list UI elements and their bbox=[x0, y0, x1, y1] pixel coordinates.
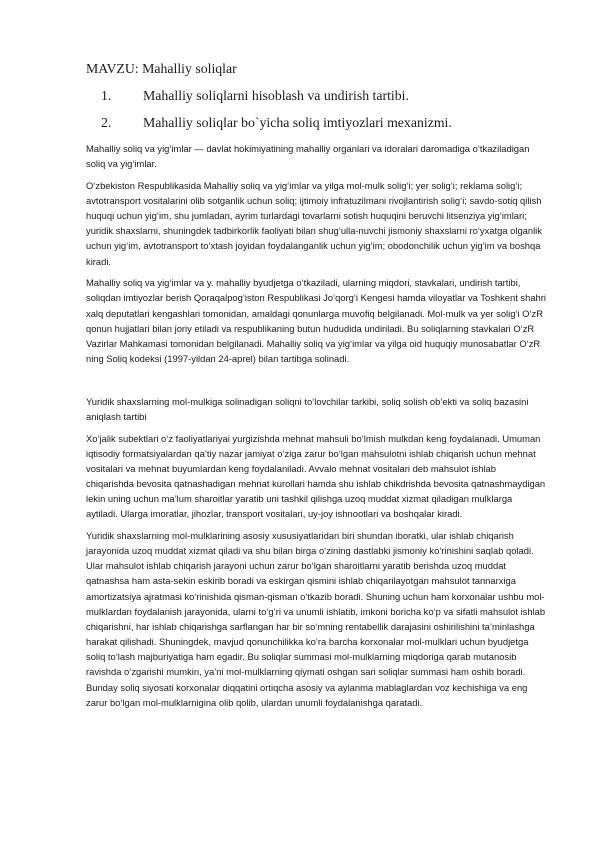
paragraph-definition: Mahalliy soliq va yig‘imlar — davlat hokimiyatining mahalliy organlari va idoralari daromadiga o‘tkaziladigan soliq va yig‘imlar. bbox=[86, 143, 530, 170]
paragraph-budget: Mahalliy soliq va yig‘imlar va y. mahalliy byudjetga o‘tkaziladi, ularning miqdori, stavkalari, undirish tartibi, soliqdan imtiyozlar berish Qoraqalpog‘iston Respublikasi Jo‘qorg‘i Kengesi hamda viloyatlar va Toshkent shahri xalq deputatlari kengashlari tomonidan, amaldagi qonunlarga muvofiq belgilanadi. Mol-mulk va yer solig‘i O‘zR qonun hujjatlari bilan joriy etiladi va respublikaning butun hududida undiriladi. Bu soliqlarning stavkalari O‘zR Vazirlar Mahkamasi tomonidan belgilanadi. Mahalliy soliq va yig‘imlar va yilga oid huquqiy munosabatlar O‘zR ning Soliq kodeksi (1997-yildan 24-aprel) bilan tartibga solinadi. bbox=[86, 277, 546, 365]
topic-item bbox=[86, 114, 546, 132]
topics-list bbox=[86, 87, 546, 132]
topic-number: 1. bbox=[101, 88, 112, 103]
topic-item bbox=[86, 87, 546, 105]
paragraph-property-features: Yuridik shaxslarning mol-mulklarining asosiy xususiyatlaridan biri shundan iboratki, ular ishlab chiqarish jarayonida uzoq muddat xizmat qiladi va shu bilan birga o‘zining dastlabki jismoniy ko‘rinishini saqlab qoladi. Ular mahsulot ishlab chiqarish jarayoni uchun zarur bo‘lgan sharoitlarni yaratib berishda uzoq muddat qatnashsa ham asta-sekin eskirib boradi va eskirgan qismini ishlab chiqarilayotgan mahsulot tannarxiga amortizatsiya ajratmasi ko‘rinishida qisman-qisman o‘tkazib boradi. Shuning uchun ham korxonalar ushbu mol-mulklardan foydalanish jarayonida, ularni to‘g‘ri va unumli ishlatib, imkoni boricha ko‘p va sifatli mahsulot ishlab chiqarishni, har ishlab chiqarishga sarflangan har bir so‘mning rentabellik darajasini oshirilishini ta’minlashga harakat qilishadi. Shuningdek, mavjud qonunchilikka ko‘ra barcha korxonalar mol-mulklari uchun byudjetga soliq to‘lash majburiyatiga ham egadir. Bu soliqlar summasi mol-mulklarning miqdoriga qarab mutanosib ravishda o‘zgarishi mumkin, ya’ni mol-mulklarning qiymati oshgan sari soliqlar summasi ham oshib boradi. Bunday soliq siyosati korxonalar diqqatini ortiqcha asosiy va aylanma mablaglardan voz kechishiga va eng zarur bo‘lgan mol-mulklarnigina olib qolib, ulardan unumli foydalanishga qaratadi. bbox=[86, 529, 546, 708]
section-subheading: Yuridik shaxslarning mol-mulkiga solinadigan soliqni to‘lovchilar tarkibi, soliq solish ob’ekti va soliq bazasini aniqlash tartibi bbox=[86, 395, 529, 422]
paragraph-assets: Xo‘jalik subektlari o‘z faoliyatlariyai yurgizishda mehnat mahsuli bo‘lmish mulkdan keng foydalanadi. Umuman iqtisodiy formatsiyalardan qa’tiy nazar jamiyat o‘ziga zarur bo‘lgan mahsulotni ishlab chiqarish uchun mehnat vositalari va mehnat buyumlardan keng foydalaniladi. Avvalo mehnat vositalari deb mahsulot ishlab chiqarishda bevosita qatnashadigan mehnat kurollari hamda shu ishlab chikdrishda bevosita qatnashmaydigan lekin uning uchun ma’lum sharoitlar yaratib uni tashkil qilishga uzoq muddat xizmat qiladigan mulklarga aytiladi. Ularga imoratlar, jihozlar, transport vositalari, uy-joy ishnootlari va boshqalar kiradi. bbox=[86, 432, 546, 520]
section-spacer bbox=[86, 373, 546, 394]
document-page bbox=[86, 60, 546, 716]
document-heading: MAVZU: Mahalliy soliqlar bbox=[86, 61, 237, 76]
topic-text: Mahalliy soliqlarni hisoblash va undirish tartibi. bbox=[143, 88, 409, 103]
topic-text: Mahalliy soliqlar bo`yicha soliq imtiyozlari mexanizmi. bbox=[143, 115, 452, 130]
topic-number: 2. bbox=[101, 115, 112, 130]
paragraph-tax-list: O‘zbekiston Respublikasida Mahalliy soliq va yig‘imlar va yilga mol-mulk solig‘i; yer solig‘i; reklama solig‘i; avtotransport vositalarini olib sotganlik uchun soliq; ijtimoiy infratuzilmani rivojlantirish solig‘i; savdo-sotiq qilish huquqi uchun yig‘im, shu jumladan, ayrim turlardagi tovarlarni sotish huquqini beruvchi litsenziya yig‘imlari; yuridik shaxslarni, shuningdek tadbirkorlik faoliyati bilan shug‘ulla-nuvchi jismoniy shaxslarni ro‘yxatga olganlik uchun yig‘im, avtotransport to‘xtash joyidan foydalanganlik uchun yig‘im; obodonchilik uchun yig‘im va boshqa kiradi. bbox=[86, 179, 542, 267]
